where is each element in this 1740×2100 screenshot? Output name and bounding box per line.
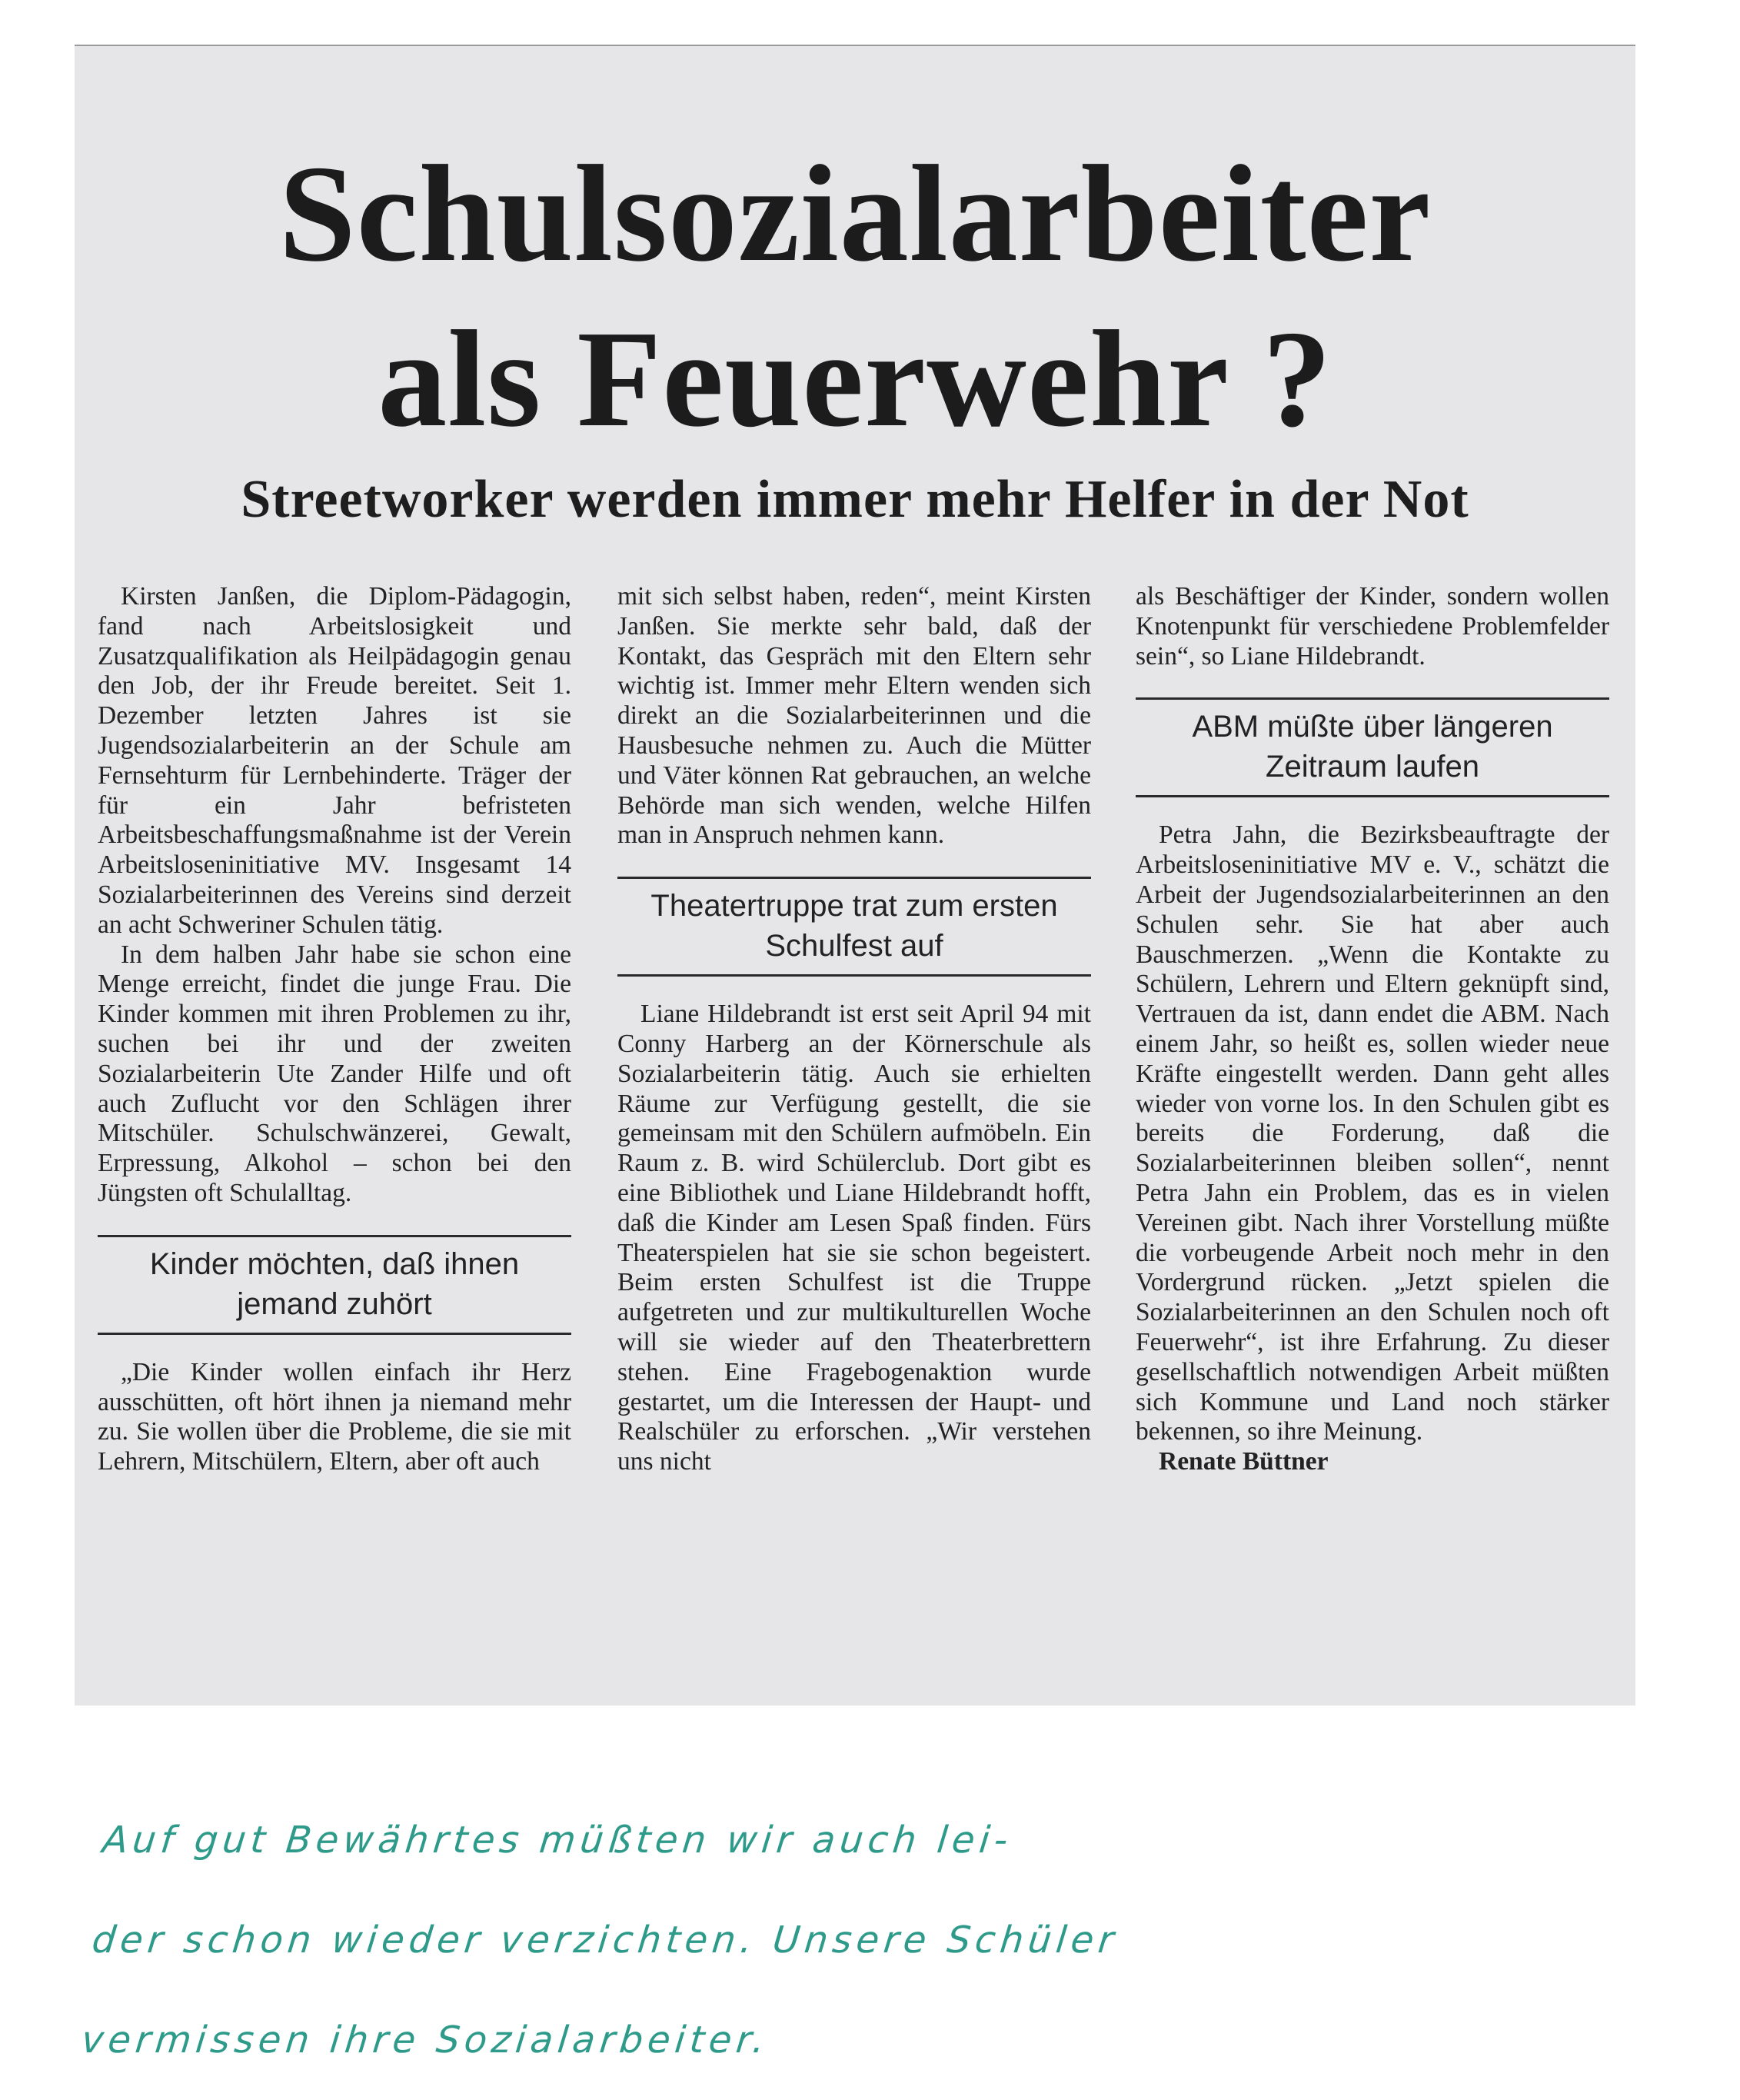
note-line-1: Auf gut Bewährtes müßten wir auch lei-: [100, 1819, 1015, 1862]
article-column-2: [617, 582, 1091, 1477]
note-line-3: vermissen ihre Sozialarbeiter.: [79, 2018, 772, 2062]
paragraph: mit sich selbst haben, reden“, meint Kirsten Janßen. Sie merkte sehr bald, daß der Kontakt, das Gespräch mit den Eltern sehr wichtig ist. Immer mehr Eltern wenden sich direkt an die Sozialarbeiterinnen und die Hausbesuche nehmen zu. Auch die Mütter und Väter können Rat gebrauchen, an welche Behörde man sich wenden, welche Hilfen man in Anspruch nehmen kann.: [617, 582, 1091, 850]
subheadline: Streetworker werden immer mehr Helfer in der Not: [241, 470, 1469, 529]
author-byline: Renate Büttner: [1159, 1447, 1329, 1476]
crosshead: Kinder möchten, daß ihnen jemand zuhört: [98, 1235, 571, 1335]
article-column-1: [98, 582, 571, 1477]
crosshead: Theatertruppe trat zum ersten Schulfest auf: [617, 877, 1091, 977]
paragraph: als Beschäftiger der Kinder, sondern wollen Knotenpunkt für verschiedene Problemfelder sein“, so Liane Hildebrandt.: [1136, 582, 1609, 671]
paragraph: Petra Jahn, die Bezirksbeauftragte der Arbeitsloseninitiative MV e. V., schätzt die Arbeit der Jugendsozialarbeiterinnen an den Schulen sehr. Sie hat aber auch Bauschmerzen. „Wenn die Kontakte zu Schülern, Lehrern und Eltern geknüpft sind, Vertrauen da ist, dann endet die ABM. Nach einem Jahr, so heißt es, sollen wieder neue Kräfte eingestellt werden. Dann geht alles wieder von vorne los. In den Schulen gibt es bereits die Forderung, daß die Sozialarbeiterinnen bleiben sollen“, nennt Petra Jahn ein Problem, das es in vielen Vereinen gibt. Nach ihrer Vorstellung müßte die vorbeugende Arbeit noch mehr in den Vordergrund rücken. „Jetzt spielen die Sozialarbeiterinnen an den Schulen noch oft Feuerwehr“, ist ihre Erfahrung. Zu dieser gesellschaftlich notwendigen Arbeit müßten sich Kommune und Land noch stärker bekennen, so ihre Meinung.: [1136, 820, 1609, 1446]
headline-line-2: als Feuerwehr ?: [378, 302, 1332, 455]
paragraph: In dem halben Jahr habe sie schon eine Menge erreicht, findet die junge Frau. Die Kinder kommen mit ihren Problemen zu ihr, suchen bei ihr und der zweiten Sozialarbeiterin Ute Zander Hilfe und oft auch Zuflucht vor den Schlägen ihrer Mitschüler. Schulschwänzerei, Gewalt, Erpressung, Alkohol – schon bei den Jüngsten oft Schulalltag.: [98, 940, 571, 1207]
paragraph: Kirsten Janßen, die Diplom-Pädagogin, fand nach Arbeitslosigkeit und Zusatzqualifikation als Heilpädagogin genau den Job, der ihr Freude bereitet. Seit 1. Dezember letzten Jahres ist sie Jugendsozialarbeiterin an der Schule am Fernsehturm für Lernbehinderte. Träger der für ein Jahr befristeten Arbeitsbeschaffungsmaßnahme ist der Verein Arbeitsloseninitiative MV. Insgesamt 14 Sozialarbeiterinnen des Vereins sind derzeit an acht Schweriner Schulen tätig.: [98, 582, 571, 939]
handwritten-note: [77, 1790, 1608, 2090]
paragraph: „Die Kinder wollen einfach ihr Herz ausschütten, oft hört ihnen ja niemand mehr zu. Sie wollen über die Probleme, die sie mit Lehrern, Mitschülern, Eltern, aber oft auch: [98, 1357, 571, 1476]
article-column-3: [1136, 582, 1609, 1477]
note-line-2: der schon wieder verzichten. Unsere Schüler: [90, 1919, 1121, 1962]
headline-line-1: Schulsozialarbeiter: [278, 137, 1432, 290]
crosshead: ABM müßte über längeren Zeitraum laufen: [1136, 697, 1609, 797]
newspaper-clipping: [75, 45, 1635, 1706]
paragraph: Liane Hildebrandt ist erst seit April 94 mit Conny Harberg an der Körnerschule als Sozialarbeiterin tätig. Auch sie erhielten Räume zur Verfügung gestellt, die sie gemeinsam mit den Schülern aufmöbeln. Ein Raum z. B. wird Schülerclub. Dort gibt es eine Bibliothek und Liane Hildebrandt hofft, daß die Kinder am Lesen Spaß finden. Fürs Theaterspielen hat sie sie schon begeistert. Beim ersten Schulfest ist die Truppe aufgetreten und zur multikulturellen Woche will sie wieder auf den Theaterbrettern stehen. Eine Fragebogenaktion wurde gestartet, um die Interessen der Haupt- und Realschüler zu erforschen. „Wir verstehen uns nicht: [617, 1000, 1091, 1476]
